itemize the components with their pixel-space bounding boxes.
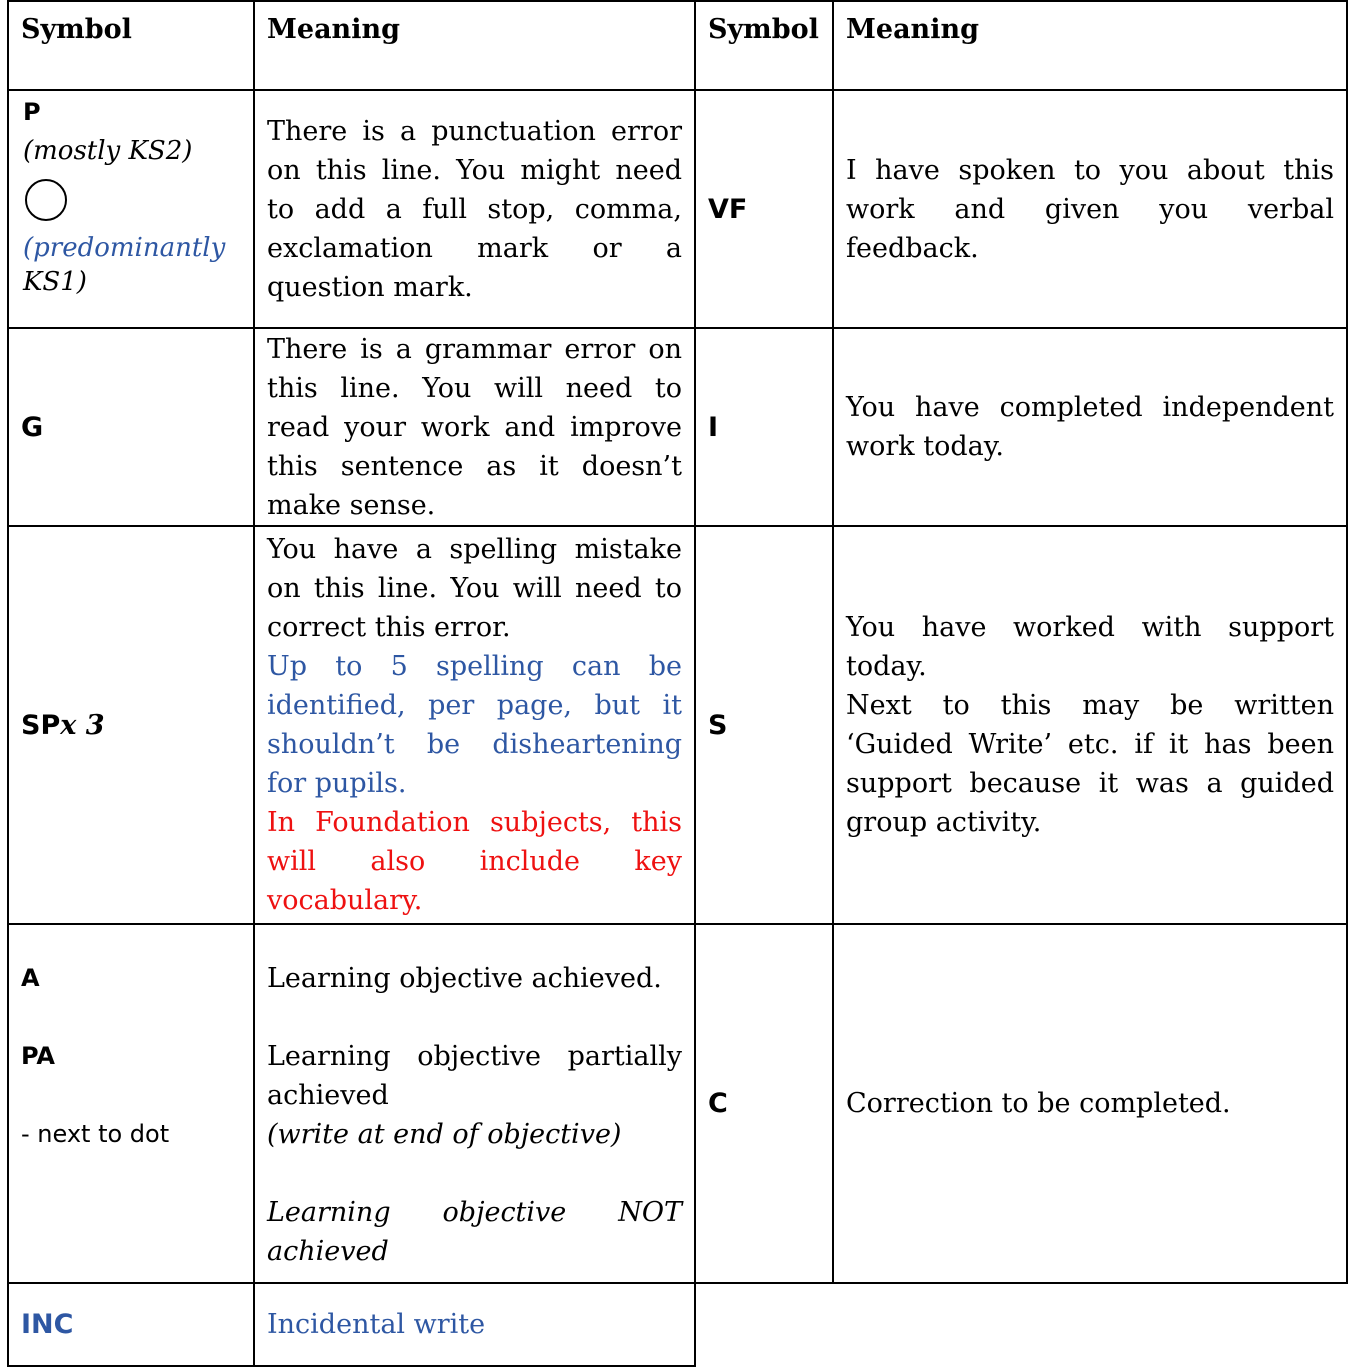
meaning-support-cell [833,526,1347,924]
meaning-independent: You have completed independent work today. [833,328,1347,526]
meaning-grammar: There is a grammar error on this line. You will need to read your work and improve this sentence as it doesn’t make sense. [254,328,695,526]
table-row [8,924,1347,1283]
header-symbol-right: Symbol [695,1,833,90]
symbol-g: G [8,328,254,526]
symbol-note-ks1-line2: KS1) [23,267,87,297]
symbol-a: A [21,964,40,992]
symbol-sp-count: x 3 [60,709,105,741]
meaning-correction: Correction to be completed. [833,924,1347,1283]
symbol-dot-note: - next to dot [21,1120,170,1148]
table-row [8,526,1347,924]
meaning-spelling-cell [254,526,695,924]
meaning-verbal-feedback: I have spoken to you about this work and given you verbal feedback. [833,90,1347,328]
symbol-p: P [23,98,41,126]
meaning-incidental: Incidental write [254,1283,695,1366]
marking-symbols-table [7,0,1348,1367]
meaning-not-achieved: Learning objective NOT achieved [267,1197,682,1267]
meaning-spelling-limit: Up to 5 spelling can be identified, per page, but it shouldn’t be disheartening for pupils. [267,651,682,799]
symbol-cell-punctuation [8,90,254,328]
symbol-note-ks2: (mostly KS2) [23,136,193,166]
table-row [8,1283,1347,1366]
table-row [8,90,1347,328]
circle-icon [25,179,67,221]
symbol-sp-cell [8,526,254,924]
meaning-spelling: You have a spelling mistake on this line. You will need to correct this error. [267,534,682,643]
empty-cell [695,1283,1347,1366]
symbol-pa: PA [21,1042,55,1070]
meaning-partially-achieved: Learning objective partially achieved [267,1041,682,1111]
meaning-partially-note: (write at end of objective) [267,1119,622,1150]
meaning-achieved: Learning objective achieved. [267,963,662,994]
symbol-note-ks1-line1: (predominantly [23,233,226,263]
meaning-punctuation: There is a punctuation error on this line. You might need to add a full stop, comma, exclamation mark or a question mark. [254,90,695,328]
meaning-achievement-cell [254,924,695,1283]
meaning-support: You have worked with support today. [846,612,1334,682]
symbol-achievement-cell [8,924,254,1283]
symbol-c: C [695,924,833,1283]
symbol-sp: SP [21,709,61,741]
symbol-inc: INC [8,1283,254,1366]
table-row [8,328,1347,526]
header-meaning-right: Meaning [833,1,1347,90]
symbol-s: S [695,526,833,924]
header-meaning-left: Meaning [254,1,695,90]
symbol-vf: VF [695,90,833,328]
meaning-support-guided: Next to this may be written ‘Guided Write’ etc. if it has been support because it was a guided group activity. [846,690,1334,838]
meaning-spelling-foundation: In Foundation subjects, this will also include key vocabulary. [267,807,682,916]
symbol-i: I [695,328,833,526]
header-row [8,1,1347,90]
header-symbol-left: Symbol [8,1,254,90]
